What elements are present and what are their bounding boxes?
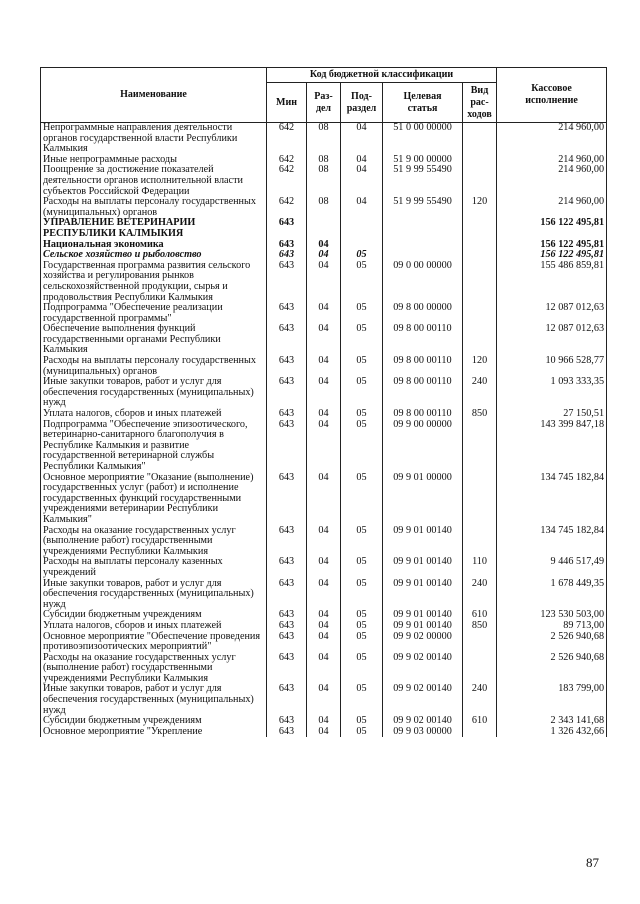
row-statya: 09 9 03 00000 (383, 727, 463, 738)
row-name: Субсидии бюджетным учреждениям (41, 716, 267, 727)
table-row (41, 197, 607, 218)
row-min: 642 (267, 123, 307, 155)
table-row (41, 684, 607, 716)
row-podrazdel: 05 (341, 473, 383, 526)
row-name: Основное мероприятие "Укрепление (41, 727, 267, 738)
row-razdel: 08 (307, 197, 341, 218)
row-statya: 09 9 01 00140 (383, 526, 463, 558)
budget-table (40, 67, 607, 737)
row-vid (463, 324, 497, 356)
row-statya: 51 0 00 00000 (383, 123, 463, 155)
table-row (41, 579, 607, 611)
row-razdel: 04 (307, 653, 341, 685)
row-name: Субсидии бюджетным учреждениям (41, 610, 267, 621)
table-body (41, 123, 607, 738)
row-min: 643 (267, 621, 307, 632)
row-vid: 240 (463, 579, 497, 611)
row-min: 643 (267, 356, 307, 377)
row-min: 643 (267, 632, 307, 653)
row-min: 643 (267, 473, 307, 526)
row-amount: 2 343 141,68 (497, 716, 607, 727)
table-row (41, 653, 607, 685)
row-statya: 09 9 01 00140 (383, 610, 463, 621)
row-name: Расходы на оказание государственных услуг (выполнение работ) государственными учреждениями Республики Калмыкия (41, 526, 267, 558)
row-podrazdel: 04 (341, 123, 383, 155)
row-min: 643 (267, 526, 307, 558)
row-min: 643 (267, 240, 307, 251)
row-razdel: 04 (307, 526, 341, 558)
row-podrazdel: 05 (341, 303, 383, 324)
row-vid: 850 (463, 409, 497, 420)
row-statya: 09 8 00 00000 (383, 303, 463, 324)
row-name: Расходы на выплаты персоналу казенных учреждений (41, 557, 267, 578)
row-min: 643 (267, 377, 307, 409)
row-amount: 134 745 182,84 (497, 473, 607, 526)
row-name: Государственная программа развития сельского хозяйства и регулирования рынков сельскохозяйственной продукции, сырья и продовольствия Республики Калмыкия (41, 261, 267, 303)
row-name: Обеспечение выполнения функций государственными органами Республики Калмыкия (41, 324, 267, 356)
row-min: 642 (267, 165, 307, 197)
row-name: Уплата налогов, сборов и иных платежей (41, 409, 267, 420)
row-razdel: 04 (307, 409, 341, 420)
table-row (41, 123, 607, 155)
row-razdel (307, 218, 341, 239)
row-vid (463, 727, 497, 738)
row-statya: 09 9 01 00000 (383, 473, 463, 526)
row-podrazdel: 05 (341, 579, 383, 611)
row-podrazdel: 05 (341, 324, 383, 356)
row-amount: 2 526 940,68 (497, 632, 607, 653)
row-razdel: 08 (307, 123, 341, 155)
row-min: 643 (267, 409, 307, 420)
row-amount: 89 713,00 (497, 621, 607, 632)
row-min: 643 (267, 303, 307, 324)
row-podrazdel: 05 (341, 526, 383, 558)
row-podrazdel (341, 218, 383, 239)
row-razdel: 04 (307, 621, 341, 632)
row-amount: 156 122 495,81 (497, 250, 607, 261)
header-statya: Целевая статья (383, 83, 463, 123)
table-row (41, 557, 607, 578)
row-name: Поощрение за достижение показателей деятельности органов исполнительной власти субъектов Российской Федерации (41, 165, 267, 197)
row-amount: 214 960,00 (497, 123, 607, 155)
row-statya: 09 9 01 00140 (383, 557, 463, 578)
row-razdel: 04 (307, 557, 341, 578)
table-row (41, 727, 607, 738)
row-amount: 214 960,00 (497, 165, 607, 197)
row-name: Подпрограмма "Обеспечение эпизоотического, ветеринарно-санитарного благополучия в Республике Калмыкия и развитие государственной ветеринарной службы Республики Калмыкия" (41, 420, 267, 473)
row-amount: 183 799,00 (497, 684, 607, 716)
row-min: 642 (267, 197, 307, 218)
row-podrazdel: 04 (341, 165, 383, 197)
row-min: 642 (267, 155, 307, 166)
row-statya: 09 9 01 00140 (383, 579, 463, 611)
row-amount: 156 122 495,81 (497, 218, 607, 239)
row-name: Сельское хозяйство и рыболовство (41, 250, 267, 261)
row-amount: 155 486 859,81 (497, 261, 607, 303)
header-podrazdel: Под- раздел (341, 83, 383, 123)
row-amount: 1 326 432,66 (497, 727, 607, 738)
row-vid (463, 250, 497, 261)
row-min: 643 (267, 324, 307, 356)
row-amount: 123 530 503,00 (497, 610, 607, 621)
row-name: Основное мероприятие "Обеспечение проведения противоэпизоотических мероприятий" (41, 632, 267, 653)
row-vid: 120 (463, 197, 497, 218)
row-podrazdel: 05 (341, 716, 383, 727)
row-podrazdel: 04 (341, 155, 383, 166)
row-podrazdel: 05 (341, 610, 383, 621)
row-razdel: 04 (307, 632, 341, 653)
row-vid (463, 653, 497, 685)
row-vid (463, 240, 497, 251)
row-min: 643 (267, 557, 307, 578)
row-podrazdel: 04 (341, 197, 383, 218)
row-podrazdel: 05 (341, 653, 383, 685)
row-razdel: 04 (307, 250, 341, 261)
row-podrazdel: 05 (341, 250, 383, 261)
row-statya: 09 0 00 00000 (383, 261, 463, 303)
row-amount: 143 399 847,18 (497, 420, 607, 473)
row-podrazdel: 05 (341, 632, 383, 653)
row-amount: 214 960,00 (497, 197, 607, 218)
row-statya: 09 9 00 00000 (383, 420, 463, 473)
row-name: Уплата налогов, сборов и иных платежей (41, 621, 267, 632)
table-row (41, 473, 607, 526)
row-name: Иные закупки товаров, работ и услуг для обеспечения государственных (муниципальных) нужд (41, 684, 267, 716)
row-razdel: 04 (307, 610, 341, 621)
header-vid: Вид рас- ходов (463, 83, 497, 123)
row-razdel: 08 (307, 165, 341, 197)
row-min: 643 (267, 610, 307, 621)
row-statya: 09 9 02 00000 (383, 632, 463, 653)
row-amount: 12 087 012,63 (497, 324, 607, 356)
row-amount: 9 446 517,49 (497, 557, 607, 578)
row-statya (383, 240, 463, 251)
header-classification-group: Код бюджетной классификации (267, 68, 497, 83)
row-name: Непрограммные направления деятельности органов государственной власти Республики Калмыкия (41, 123, 267, 155)
row-name: Подпрограмма "Обеспечение реализации государственной программы" (41, 303, 267, 324)
row-vid (463, 473, 497, 526)
header-min: Мин (267, 83, 307, 123)
row-name: Иные закупки товаров, работ и услуг для обеспечения государственных (муниципальных) нужд (41, 579, 267, 611)
row-podrazdel: 05 (341, 727, 383, 738)
table-row (41, 261, 607, 303)
page-number: 87 (586, 855, 599, 870)
table-row (41, 420, 607, 473)
header-razdel: Раз- дел (307, 83, 341, 123)
header-kassa: Кассовое исполнение (497, 68, 607, 123)
row-vid (463, 303, 497, 324)
row-vid (463, 261, 497, 303)
row-vid: 240 (463, 377, 497, 409)
row-min: 643 (267, 261, 307, 303)
table-row (41, 621, 607, 632)
row-amount: 2 526 940,68 (497, 653, 607, 685)
row-min: 643 (267, 420, 307, 473)
row-razdel: 04 (307, 261, 341, 303)
row-razdel: 04 (307, 727, 341, 738)
row-podrazdel: 05 (341, 557, 383, 578)
row-name: Иные непрограммные расходы (41, 155, 267, 166)
row-statya: 09 8 00 00110 (383, 409, 463, 420)
row-vid: 610 (463, 610, 497, 621)
row-vid (463, 123, 497, 155)
row-razdel: 04 (307, 240, 341, 251)
row-amount: 214 960,00 (497, 155, 607, 166)
row-name: Расходы на выплаты персоналу государственных (муниципальных) органов (41, 197, 267, 218)
header-name: Наименование (41, 68, 267, 123)
row-podrazdel: 05 (341, 377, 383, 409)
row-podrazdel: 05 (341, 420, 383, 473)
row-vid: 610 (463, 716, 497, 727)
row-vid (463, 420, 497, 473)
row-vid: 850 (463, 621, 497, 632)
row-name: Расходы на оказание государственных услуг (выполнение работ) государственными учреждениями Республики Калмыкия (41, 653, 267, 685)
row-statya: 09 9 01 00140 (383, 621, 463, 632)
row-name: Национальная экономика (41, 240, 267, 251)
row-podrazdel: 05 (341, 684, 383, 716)
table-row (41, 526, 607, 558)
row-statya: 09 9 02 00140 (383, 716, 463, 727)
table-row (41, 377, 607, 409)
row-amount: 10 966 528,77 (497, 356, 607, 377)
row-razdel: 04 (307, 303, 341, 324)
row-amount: 1 678 449,35 (497, 579, 607, 611)
row-razdel: 08 (307, 155, 341, 166)
row-statya: 09 8 00 00110 (383, 377, 463, 409)
row-podrazdel: 05 (341, 261, 383, 303)
table-row (41, 218, 607, 239)
row-statya: 09 8 00 00110 (383, 356, 463, 377)
row-name: Расходы на выплаты персоналу государственных (муниципальных) органов (41, 356, 267, 377)
row-name: УПРАВЛЕНИЕ ВЕТЕРИНАРИИ РЕСПУБЛИКИ КАЛМЫКИЯ (41, 218, 267, 239)
table-row (41, 324, 607, 356)
row-statya: 09 9 02 00140 (383, 653, 463, 685)
row-podrazdel: 05 (341, 409, 383, 420)
row-razdel: 04 (307, 579, 341, 611)
table-row (41, 165, 607, 197)
row-vid (463, 165, 497, 197)
row-vid: 240 (463, 684, 497, 716)
row-min: 643 (267, 218, 307, 239)
table-header (41, 68, 607, 123)
table-row (41, 303, 607, 324)
row-amount: 27 150,51 (497, 409, 607, 420)
table-row (41, 632, 607, 653)
row-razdel: 04 (307, 420, 341, 473)
row-min: 643 (267, 684, 307, 716)
row-razdel: 04 (307, 716, 341, 727)
row-podrazdel: 05 (341, 356, 383, 377)
row-razdel: 04 (307, 356, 341, 377)
row-amount: 134 745 182,84 (497, 526, 607, 558)
row-statya: 51 9 99 55490 (383, 165, 463, 197)
row-podrazdel: 05 (341, 621, 383, 632)
row-min: 643 (267, 653, 307, 685)
row-min: 643 (267, 579, 307, 611)
row-statya: 51 9 99 55490 (383, 197, 463, 218)
row-razdel: 04 (307, 684, 341, 716)
row-vid (463, 526, 497, 558)
row-statya: 09 8 00 00110 (383, 324, 463, 356)
row-vid: 110 (463, 557, 497, 578)
row-min: 643 (267, 716, 307, 727)
row-name: Основное мероприятие "Оказание (выполнение) государственных услуг (работ) и исполнение государственных функций государственными учреждениями ветеринарии Республики Калмыкия" (41, 473, 267, 526)
row-vid (463, 155, 497, 166)
row-min: 643 (267, 727, 307, 738)
row-razdel: 04 (307, 324, 341, 356)
row-vid: 120 (463, 356, 497, 377)
row-razdel: 04 (307, 377, 341, 409)
row-amount: 156 122 495,81 (497, 240, 607, 251)
row-statya: 51 9 00 00000 (383, 155, 463, 166)
row-vid (463, 632, 497, 653)
row-min: 643 (267, 250, 307, 261)
row-statya: 09 9 02 00140 (383, 684, 463, 716)
table-row (41, 356, 607, 377)
row-razdel: 04 (307, 473, 341, 526)
row-name: Иные закупки товаров, работ и услуг для обеспечения государственных (муниципальных) нужд (41, 377, 267, 409)
row-amount: 1 093 333,35 (497, 377, 607, 409)
row-amount: 12 087 012,63 (497, 303, 607, 324)
row-statya (383, 218, 463, 239)
row-vid (463, 218, 497, 239)
